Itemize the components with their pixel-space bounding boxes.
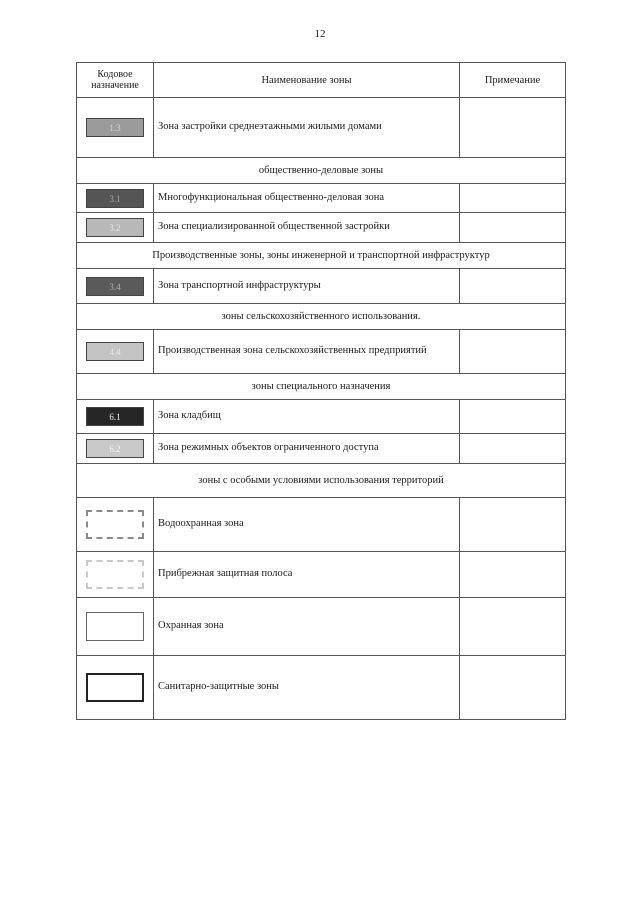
zone-name: Зона застройки среднеэтажными жилыми домами: [154, 98, 460, 158]
zone-code-cell: [77, 552, 154, 598]
zone-note: [460, 656, 566, 720]
zone-note: [460, 269, 566, 304]
zone-name: Зона режимных объектов ограниченного доступа: [154, 434, 460, 464]
zone-name: Санитарно-защитные зоны: [154, 656, 460, 720]
zone-name: Зона кладбищ: [154, 400, 460, 434]
section-row: [77, 158, 566, 184]
page-number: 12: [314, 28, 326, 40]
table-row: [77, 269, 566, 304]
section-title: общественно-деловые зоны: [77, 158, 566, 184]
table-row: [77, 498, 566, 552]
zone-code-cell: [77, 213, 154, 243]
zone-swatch: 6.1: [86, 407, 144, 426]
zone-code-cell: [77, 330, 154, 374]
zone-swatch: 3.1: [86, 189, 144, 208]
header-note: Примечание: [460, 63, 566, 98]
table-row: [77, 400, 566, 434]
header-name: Наименование зоны: [154, 63, 460, 98]
zone-note: [460, 552, 566, 598]
table-row: [77, 598, 566, 656]
zone-code-cell: [77, 434, 154, 464]
table-row: [77, 330, 566, 374]
zone-note: [460, 598, 566, 656]
protection-zone-symbol: [86, 612, 144, 641]
section-title: зоны специального назначения: [77, 374, 566, 400]
sanitary-zone-symbol: [86, 673, 144, 702]
zone-name: Охранная зона: [154, 598, 460, 656]
zone-code-cell: [77, 598, 154, 656]
table-row: [77, 184, 566, 213]
table-header-row: [77, 63, 566, 98]
zone-code-cell: [77, 400, 154, 434]
zones-legend-table: [76, 62, 566, 720]
zone-swatch: 1.3: [86, 118, 144, 137]
zone-code-cell: [77, 98, 154, 158]
section-row: [77, 304, 566, 330]
zone-swatch: 3.2: [86, 218, 144, 237]
coastal-strip-symbol: [86, 560, 144, 589]
zone-name: Зона транспортной инфраструктуры: [154, 269, 460, 304]
zone-code-cell: [77, 656, 154, 720]
zone-note: [460, 98, 566, 158]
zone-name: Многофункциональная общественно-деловая зона: [154, 184, 460, 213]
zone-note: [460, 498, 566, 552]
zone-name: Водоохранная зона: [154, 498, 460, 552]
table-row: [77, 552, 566, 598]
zone-code-cell: [77, 498, 154, 552]
zone-note: [460, 330, 566, 374]
table-row: [77, 434, 566, 464]
zone-note: [460, 400, 566, 434]
zone-swatch: 6.2: [86, 439, 144, 458]
zone-swatch: 4.4: [86, 342, 144, 361]
zone-name: Производственная зона сельскохозяйственных предприятий: [154, 330, 460, 374]
zone-name: Зона специализированной общественной застройки: [154, 213, 460, 243]
header-code: Кодовое назначение: [77, 63, 154, 98]
zone-note: [460, 434, 566, 464]
section-row: [77, 243, 566, 269]
table-row: [77, 213, 566, 243]
section-title: зоны сельскохозяйственного использования.: [77, 304, 566, 330]
section-row: [77, 374, 566, 400]
table-row: [77, 98, 566, 158]
table-row: [77, 656, 566, 720]
zone-swatch: 3.4: [86, 277, 144, 296]
zone-note: [460, 213, 566, 243]
zone-code-cell: [77, 269, 154, 304]
section-title: Производственные зоны, зоны инженерной и транспортной инфраструктур: [77, 243, 566, 269]
zone-code-cell: [77, 184, 154, 213]
zone-note: [460, 184, 566, 213]
section-title: зоны с особыми условиями использования территорий: [77, 464, 566, 498]
section-row: [77, 464, 566, 498]
zone-name: Прибрежная защитная полоса: [154, 552, 460, 598]
water-protection-zone-symbol: [86, 510, 144, 539]
